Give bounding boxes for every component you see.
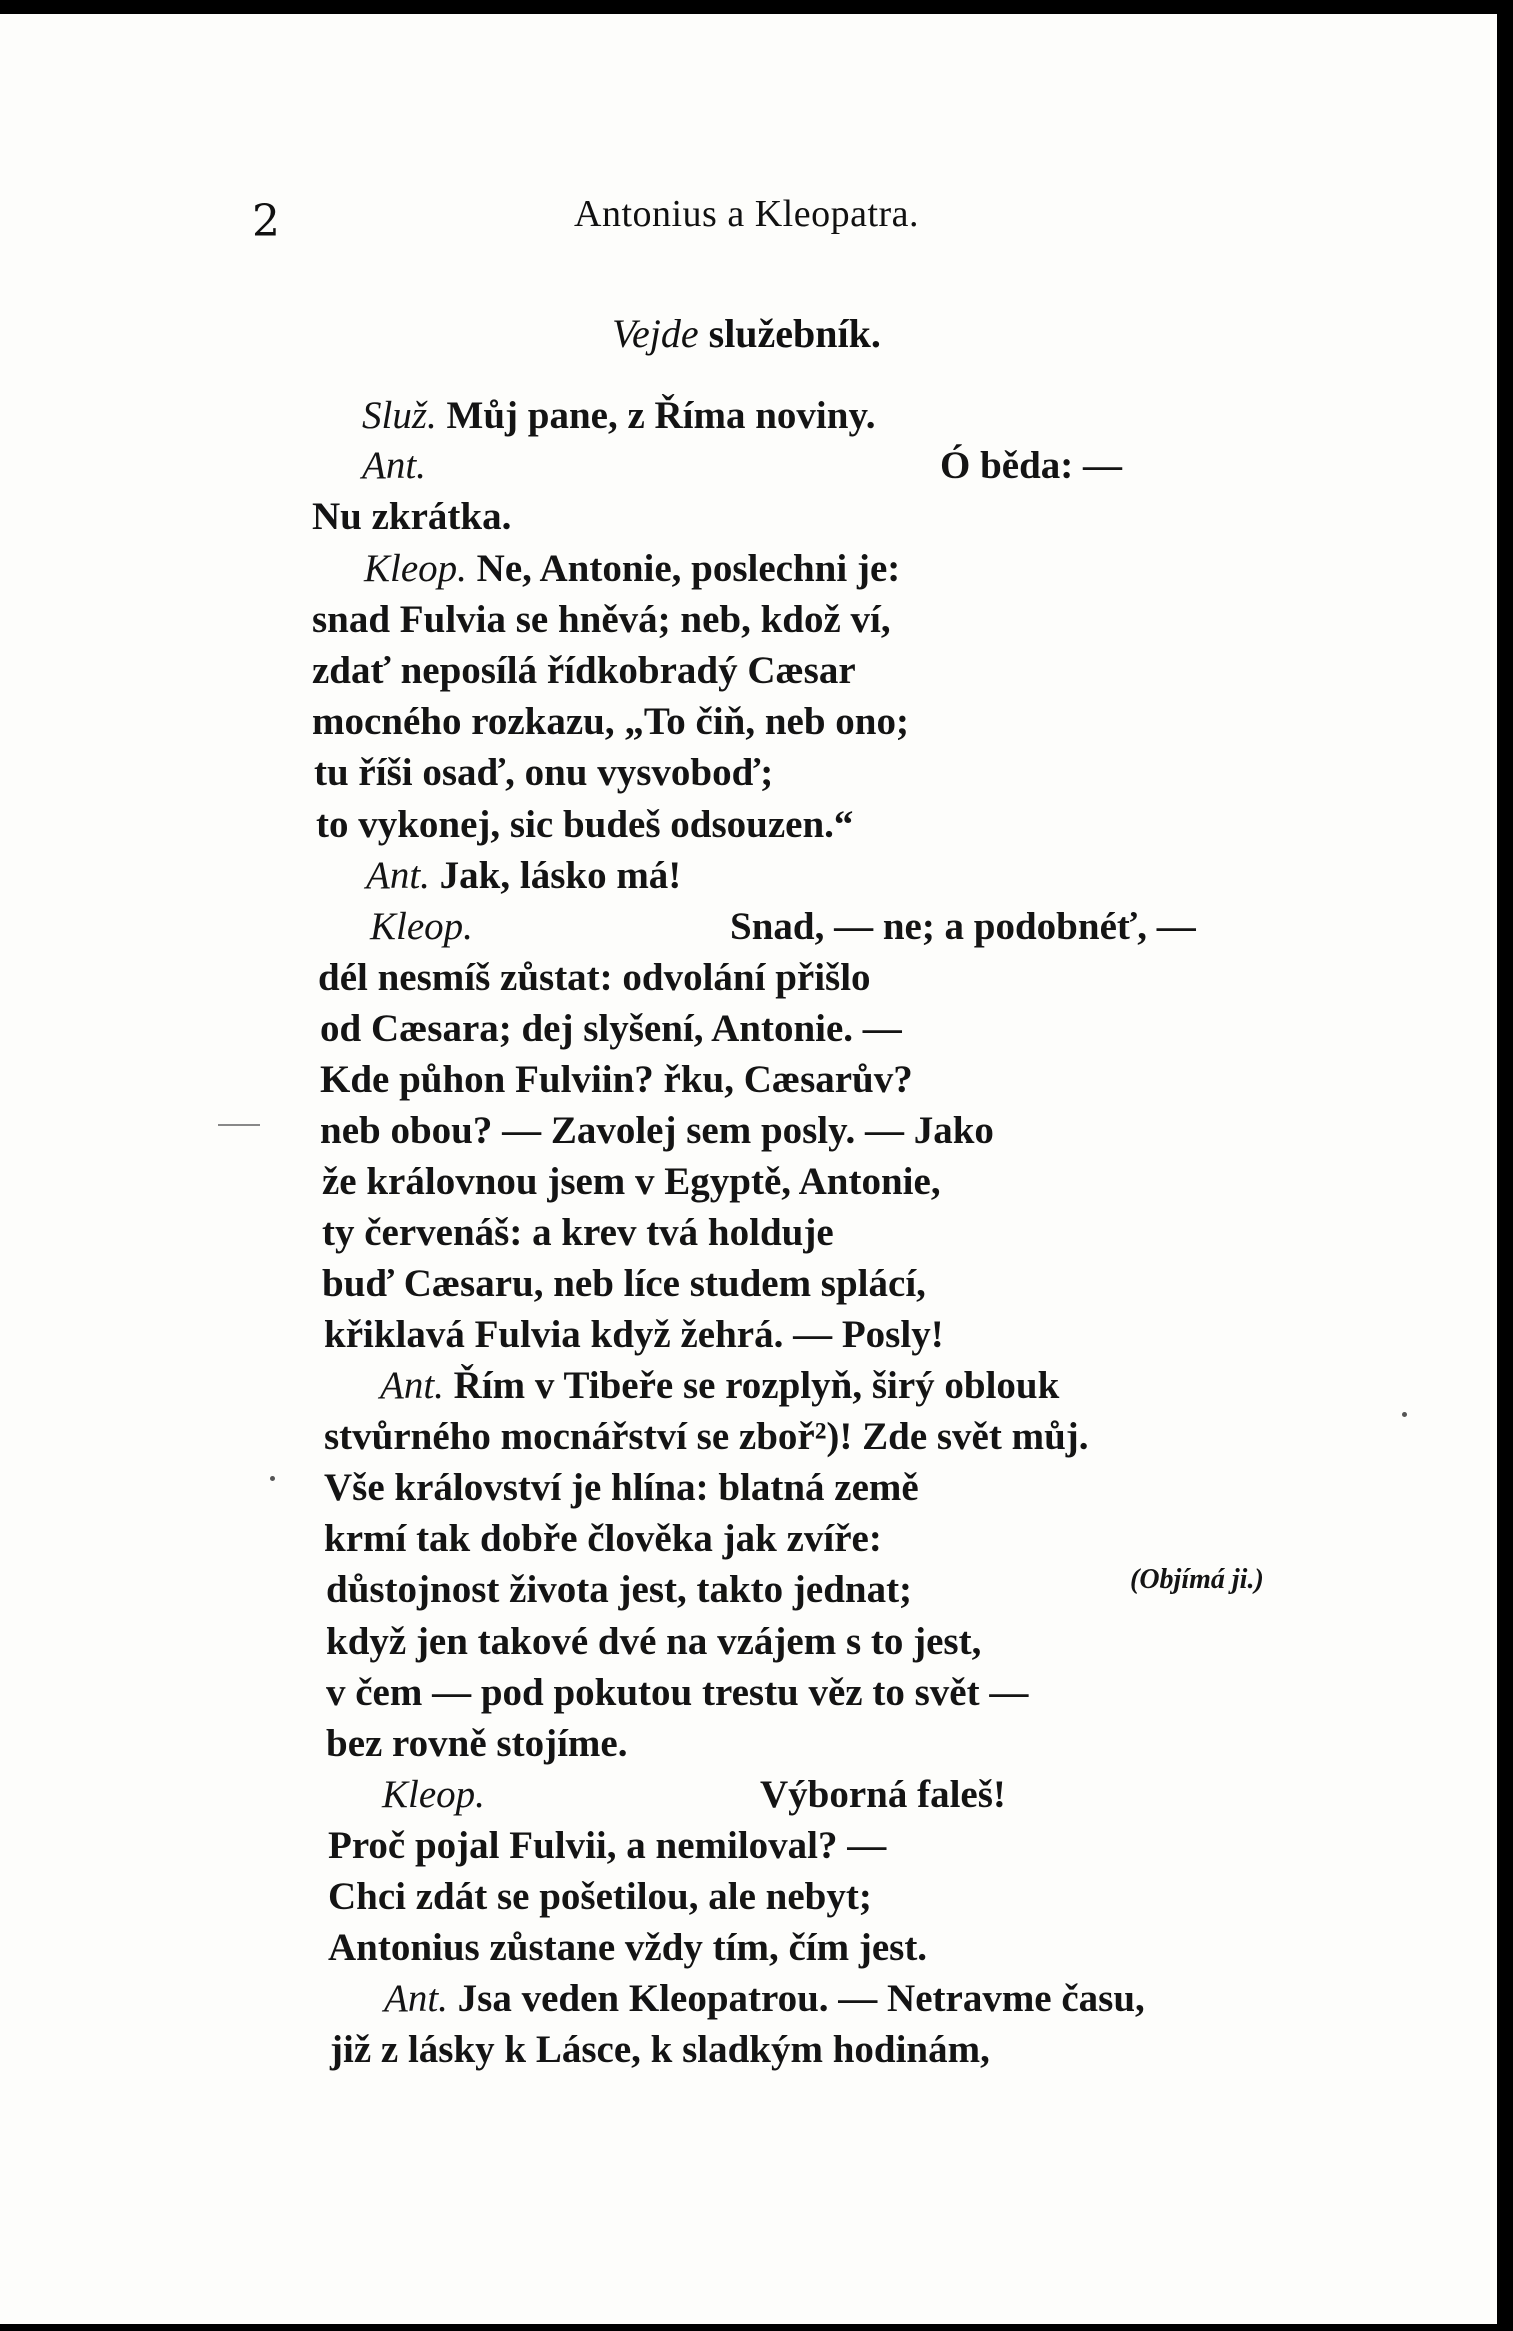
speaker-name: Ant. bbox=[362, 444, 426, 487]
verse-line bbox=[384, 1979, 1145, 2018]
verse-text: Můj pane, z Říma noviny. bbox=[436, 394, 876, 437]
verse-text: Proč pojal Fulvii, a nemiloval? — bbox=[328, 1824, 887, 1867]
verse-text: již z lásky k Lásce, k sladkým hodinám, bbox=[330, 2028, 990, 2071]
verse-text: neb obou? — Zavolej sem posly. — Jako bbox=[320, 1109, 994, 1152]
margin-mark bbox=[218, 1124, 260, 1126]
verse-text: dél nesmíš zůstat: odvolání přišlo bbox=[318, 956, 871, 999]
speaker-name: Ant. bbox=[384, 1977, 448, 2020]
speaker-name: Ant. bbox=[380, 1364, 444, 1407]
verse-text: v čem — pod pokutou trestu věz to svět — bbox=[326, 1671, 1029, 1714]
verse-text: Ne, Antonie, poslechni je: bbox=[466, 547, 901, 590]
verse-line bbox=[320, 1111, 994, 1150]
running-head: Antonius a Kleopatra. bbox=[574, 193, 920, 235]
entrance-rest: služebník. bbox=[708, 311, 881, 356]
verse-line bbox=[322, 1213, 834, 1252]
verse-line bbox=[328, 1928, 927, 1967]
verse-line bbox=[322, 1264, 926, 1303]
verse-text: Jak, lásko má! bbox=[429, 854, 682, 897]
verse-text: Řím v Tibeře se rozplyň, širý oblouk bbox=[443, 1364, 1060, 1407]
verse-line bbox=[330, 2030, 990, 2069]
verse-line bbox=[326, 1622, 981, 1661]
stage-direction: (Objímá ji.) bbox=[1130, 1564, 1264, 1595]
verse-line bbox=[314, 753, 773, 792]
entrance-italic: Vejde bbox=[612, 311, 699, 356]
verse-text: když jen takové dvé na vzájem s to jest, bbox=[326, 1620, 982, 1663]
verse-text: Nu zkrátka. bbox=[312, 495, 512, 538]
verse-text: zdať neposílá řídkobradý Cæsar bbox=[312, 649, 856, 692]
verse-line bbox=[326, 1570, 912, 1609]
verse-text: snad Fulvia se hněvá; neb, kdož ví, bbox=[312, 598, 891, 641]
verse-line bbox=[940, 446, 1122, 485]
speaker-name: Ant. bbox=[366, 854, 430, 897]
verse-text: Antonius zůstane vždy tím, čím jest. bbox=[328, 1926, 928, 1969]
verse-line bbox=[312, 600, 891, 639]
verse-line bbox=[324, 1519, 882, 1558]
print-speck bbox=[1402, 1412, 1407, 1417]
verse-line bbox=[312, 497, 511, 536]
verse-text: Chci zdát se pošetilou, ale nebyt; bbox=[328, 1875, 872, 1918]
verse-line bbox=[328, 1826, 886, 1865]
verse-line bbox=[324, 1468, 919, 1507]
verse-text: Vše království je hlína: blatná země bbox=[324, 1466, 919, 1509]
verse-text: tu říši osaď, onu vysvoboď; bbox=[314, 751, 774, 794]
verse-text: že královnou jsem v Egyptě, Antonie, bbox=[322, 1160, 941, 1203]
speaker-name: Kleop. bbox=[370, 905, 473, 948]
verse-text: od Cæsara; dej slyšení, Antonie. — bbox=[320, 1007, 902, 1050]
verse-text: mocného rozkazu, „To čiň, neb ono; bbox=[312, 700, 909, 743]
verse-text: krmí tak dobře člověka jak zvíře: bbox=[324, 1517, 882, 1560]
verse-text: křiklavá Fulvia když žehrá. — Posly! bbox=[324, 1313, 944, 1356]
verse-line bbox=[312, 702, 909, 741]
verse-text: ty červenáš: a krev tvá holduje bbox=[322, 1211, 834, 1254]
verse-line bbox=[320, 1009, 902, 1048]
speaker-name: Kleop. bbox=[364, 547, 467, 590]
verse-text: Výborná faleš! bbox=[760, 1773, 1006, 1816]
entrance-direction bbox=[612, 310, 881, 357]
verse-line bbox=[362, 446, 426, 485]
verse-text: buď Cæsaru, neb líce studem splácí, bbox=[322, 1262, 926, 1305]
verse-line bbox=[364, 549, 900, 588]
verse-line bbox=[370, 907, 473, 946]
verse-text: důstojnost života jest, takto jednat; bbox=[326, 1568, 913, 1611]
verse-text: Kde půhon Fulviin? řku, Cæsarův? bbox=[320, 1058, 913, 1101]
verse-line bbox=[312, 651, 856, 690]
verse-line bbox=[324, 1417, 1089, 1456]
verse-line bbox=[380, 1366, 1059, 1405]
verse-line bbox=[328, 1877, 872, 1916]
verse-text: bez rovně stojíme. bbox=[326, 1722, 628, 1765]
verse-text: Snad, — ne; a podobnéť, — bbox=[730, 905, 1196, 948]
verse-line bbox=[760, 1775, 1006, 1814]
verse-line bbox=[382, 1775, 485, 1814]
verse-line bbox=[730, 907, 1196, 946]
verse-text: stvůrného mocnářství se zboř²)! Zde svět můj. bbox=[324, 1415, 1089, 1458]
verse-line bbox=[362, 396, 876, 435]
verse-text: Jsa veden Kleopatrou. — Netravme času, bbox=[447, 1977, 1145, 2020]
verse-line bbox=[320, 1060, 913, 1099]
verse-line bbox=[322, 1162, 941, 1201]
verse-line bbox=[366, 856, 681, 895]
speaker-name: Kleop. bbox=[382, 1773, 485, 1816]
verse-line bbox=[326, 1724, 627, 1763]
verse-text: Ó běda: — bbox=[940, 444, 1123, 487]
verse-line bbox=[316, 805, 853, 844]
book-page bbox=[0, 14, 1497, 2324]
verse-line bbox=[326, 1673, 1028, 1712]
verse-line bbox=[318, 958, 871, 997]
verse-line bbox=[324, 1315, 944, 1354]
page-number: 2 bbox=[252, 196, 280, 247]
speaker-name: Služ. bbox=[362, 394, 437, 437]
print-speck bbox=[270, 1476, 275, 1481]
verse-text: to vykonej, sic budeš odsouzen.“ bbox=[316, 803, 854, 846]
